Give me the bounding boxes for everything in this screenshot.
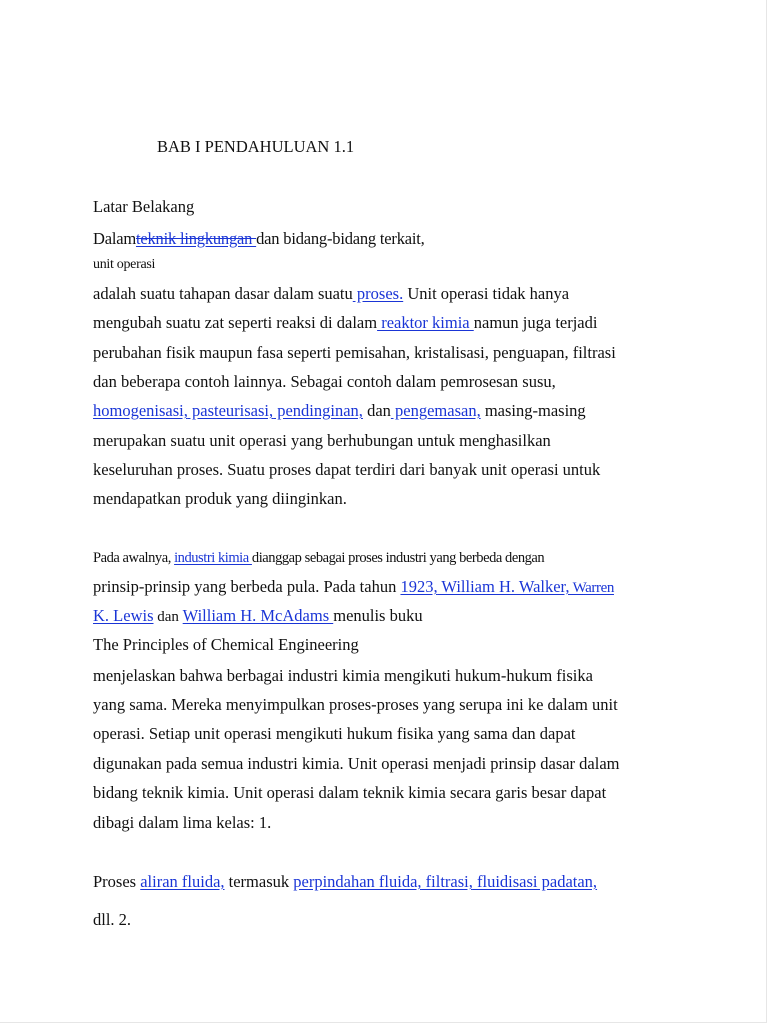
link-pendinginan[interactable]: pendinginan, — [273, 401, 363, 420]
p3-line-1 — [93, 872, 597, 892]
p2-line-8: digunakan pada semua industri kimia. Unit operasi menjadi prinsip dasar dalam — [93, 754, 620, 773]
p1-line-6: dan beberapa contoh lainnya. Sebagai contoh dalam pemrosesan susu, — [93, 372, 556, 391]
link-industri-kimia[interactable]: industri kimia — [174, 550, 252, 566]
p3-text: termasuk — [224, 872, 294, 891]
link-perpindahan-fluida[interactable]: perpindahan fluida, — [293, 872, 422, 891]
link-filtrasi[interactable]: filtrasi, — [421, 872, 473, 891]
p1-line-10: mendapatkan produk yang diinginkan. — [93, 489, 347, 508]
link-pengemasan[interactable]: pengemasan, — [390, 401, 481, 420]
p2-line-10: dibagi dalam lima kelas: 1. — [93, 813, 272, 832]
link-warren-lewis[interactable]: Warren — [569, 580, 614, 596]
p2-line-4: The Principles of Chemical Engineering — [93, 635, 359, 654]
p1-line-8: merupakan suatu unit operasi yang berhubungan untuk menghasilkan — [93, 431, 551, 450]
p2-text: prinsip-prinsip yang berbeda pula. Pada tahun — [93, 577, 401, 596]
p2-line-3 — [93, 606, 423, 627]
section-subheading: Latar Belakang — [93, 197, 195, 216]
link-teknik-lingkungan[interactable]: teknik lingkungan — [135, 229, 257, 248]
p2-line-2 — [93, 577, 614, 598]
p1-line-7 — [93, 401, 586, 421]
link-k-lewis[interactable]: K. Lewis — [93, 606, 154, 625]
p2-text: dianggap sebagai proses industri yang berbeda dengan — [251, 550, 545, 566]
link-homogenisasi[interactable]: homogenisasi, — [93, 401, 188, 420]
link-proses[interactable]: proses. — [352, 284, 404, 303]
p1-line-3 — [93, 284, 569, 304]
p1-text: dan bidang-bidang terkait, — [256, 229, 425, 248]
p1-line-2: unit operasi — [93, 257, 156, 272]
p1-text: namun juga terjadi — [473, 313, 598, 332]
p2-text: Pada awalnya, — [93, 550, 175, 566]
p3-text: Proses — [93, 872, 141, 891]
p2-text: dan — [153, 609, 183, 625]
link-reaktor-kimia[interactable]: reaktor kimia — [377, 313, 474, 332]
p1-line-9: keseluruhan proses. Suatu proses dapat terdiri dari banyak unit operasi untuk — [93, 460, 601, 479]
p1-text: adalah suatu tahapan dasar dalam suatu — [93, 284, 353, 303]
p1-line-5: perubahan fisik maupun fasa seperti pemisahan, kristalisasi, penguapan, filtrasi — [93, 343, 616, 362]
p1-line-4 — [93, 313, 597, 333]
p2-line-7: operasi. Setiap unit operasi mengikuti hukum fisika yang sama dan dapat — [93, 724, 576, 743]
p1-text: masing-masing — [480, 401, 586, 420]
link-fluidisasi-padatan[interactable]: fluidisasi padatan, — [472, 872, 598, 891]
link-william-mcadams[interactable]: William H. McAdams — [182, 606, 334, 625]
p1-text: mengubah suatu zat seperti reaksi di dalam — [93, 313, 378, 332]
p2-line-9: bidang teknik kimia. Unit operasi dalam teknik kimia secara garis besar dapat — [93, 783, 607, 802]
p1-text: dan — [362, 401, 391, 420]
p2-line-1 — [93, 548, 544, 568]
link-william-walker[interactable]: William H. Walker, — [437, 577, 570, 596]
link-pasteurisasi[interactable]: pasteurisasi, — [187, 401, 274, 420]
link-1923[interactable]: 1923, — [400, 577, 438, 596]
p2-line-6: yang sama. Mereka menyimpulkan proses-proses yang serupa ini ke dalam unit — [93, 695, 618, 714]
p1-line-1 — [93, 229, 425, 249]
link-aliran-fluida[interactable]: aliran fluida, — [140, 872, 225, 891]
p2-line-5: menjelaskan bahwa berbagai industri kimia mengikuti hukum-hukum fisika — [93, 666, 593, 685]
p1-text: Dalam — [93, 229, 136, 248]
p2-text: menulis buku — [333, 606, 423, 625]
chapter-heading: BAB I PENDAHULUAN 1.1 — [157, 137, 355, 156]
p3-line-2: dll. 2. — [93, 910, 132, 929]
p1-text: Unit operasi tidak hanya — [403, 284, 570, 303]
